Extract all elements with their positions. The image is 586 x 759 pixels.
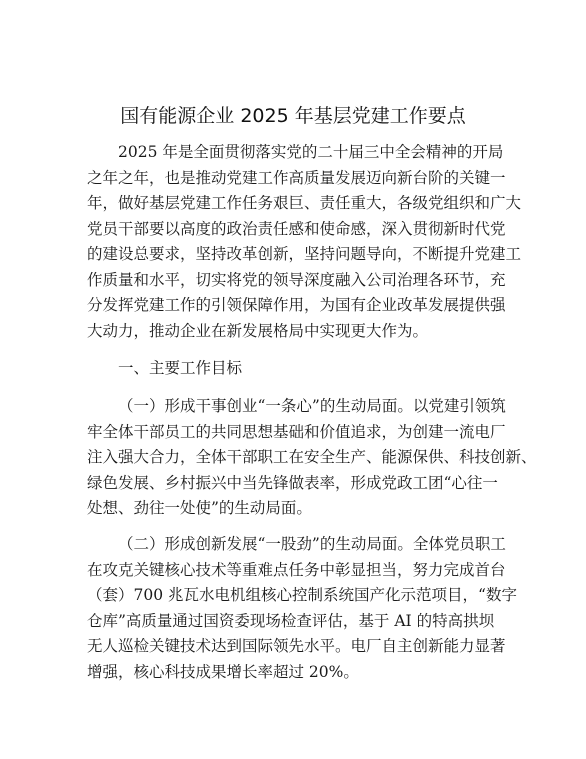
paragraph-line: 处想、劲往一处使”的生动局面。	[87, 499, 312, 517]
paragraph-line: 的建设总要求，坚持改革创新，坚持问题导向，不断提升党建工	[87, 245, 522, 263]
paragraph-line: 年，做好基层党建工作任务艰巨、责任重大，各级党组织和广大	[87, 194, 522, 212]
paragraph-line: （一）形成干事创业“一条心”的生动局面。以党建引领筑	[118, 397, 506, 415]
goal-2-paragraph	[87, 532, 519, 685]
paragraph-line: 分发挥党建工作的引领保障作用，为国有企业改革发展提供强	[87, 296, 506, 314]
section-heading	[87, 356, 519, 382]
paragraph-line: 在攻克关键核心技术等重难点任务中彰显担当，努力完成首台	[87, 560, 506, 579]
paragraph-line: 绿色发展、乡村振兴中当先锋做表率，形成党政工团“心往一	[87, 473, 498, 492]
paragraph-line: 增强，核心科技成果增长率超过 20%。	[87, 662, 359, 681]
paragraph-line: 作质量和水平，切实将党的领导深度融入公司治理各环节，充	[87, 270, 506, 289]
paragraph-line: 仓库”高质量通过国资委现场检查评估，基于 AI 的特高拱坝	[87, 611, 495, 630]
paragraph-line: 注入强大合力，全体干部职工在安全生产、能源保供、科技创新、	[87, 448, 537, 466]
document-title: 国有能源企业 2025 年基层党建工作要点	[120, 105, 466, 127]
paragraph-line: 大动力，推动企业在新发展格局中实现更大作为。	[87, 321, 429, 340]
intro-paragraph	[87, 140, 522, 344]
paragraph-line: 无人巡检关键技术达到国际领先水平。电厂自主创新能力显著	[87, 637, 506, 655]
section-heading-text: 一、主要工作目标	[118, 359, 243, 377]
goal-1-paragraph	[87, 394, 537, 522]
paragraph-line: （套）700 兆瓦水电机组核心控制系统国产化示范项目，“数字	[87, 586, 517, 604]
paragraph-line: 之年之年，也是推动党建工作高质量发展迈向新台阶的关键一	[87, 168, 506, 187]
paragraph-line: 2025 年是全面贯彻落实党的二十届三中全会精神的开局	[118, 143, 504, 161]
paragraph-line: 牢全体干部员工的共同思想基础和价值追求，为创建一流电厂	[87, 422, 506, 441]
paragraph-line: 党员干部要以高度的政治责任感和使命感，深入贯彻新时代党	[87, 219, 506, 238]
paragraph-line: （二）形成创新发展“一股劲”的生动局面。全体党员职工	[118, 535, 506, 553]
